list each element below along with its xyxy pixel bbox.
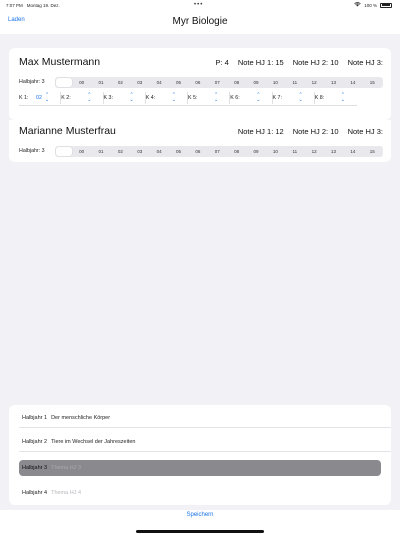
segment-option[interactable]: 15 xyxy=(369,79,375,85)
segment-selected[interactable] xyxy=(56,78,72,87)
grade-hj1: Note HJ 1: 12 xyxy=(237,127,284,136)
picker-row-hj4[interactable]: Halbjahr 4 Thema HJ 4 xyxy=(22,490,82,496)
segment-option[interactable]: 06 xyxy=(195,148,201,154)
student-name: Max Mustermann xyxy=(19,56,101,68)
competence-k8[interactable]: K 8: ⌃ ⌄ xyxy=(314,92,345,103)
competence-k5[interactable]: K 5: ⌃ ⌄ xyxy=(188,92,230,104)
student-card xyxy=(9,120,391,162)
topic-picker[interactable] xyxy=(9,405,391,505)
status-bar xyxy=(0,0,400,10)
grade-segmented-control[interactable] xyxy=(55,77,383,88)
segment-option[interactable]: 05 xyxy=(176,148,182,154)
segment-option[interactable]: 07 xyxy=(214,148,220,154)
save-button[interactable]: Speichern xyxy=(186,512,214,518)
divider xyxy=(19,427,391,428)
home-indicator[interactable] xyxy=(136,530,264,533)
grade-summary xyxy=(238,127,383,136)
battery-percent: 100 % xyxy=(364,2,377,8)
segment-option[interactable]: 10 xyxy=(272,79,278,85)
halbjahr-row xyxy=(19,145,383,157)
competence-k1[interactable]: K 1: 02 ⌃ ⌄ xyxy=(19,92,61,104)
segment-option[interactable]: 04 xyxy=(156,79,162,85)
segment-option[interactable]: 05 xyxy=(176,79,182,85)
segment-option[interactable]: 12 xyxy=(311,79,317,85)
topic-text: Tiere im Wechsel der Jahreszeiten xyxy=(51,439,136,445)
halbjahr-row xyxy=(19,76,383,88)
status-date: Montag 19. Dez. xyxy=(26,2,60,8)
picker-row-hj1[interactable]: Halbjahr 1 Der menschliche Körper xyxy=(22,415,111,421)
divider xyxy=(19,105,357,106)
segment-option[interactable]: 14 xyxy=(350,79,356,85)
stepper-chevron-icon[interactable]: ⌃ ⌄ xyxy=(171,92,176,103)
picker-row-hj3[interactable]: Halbjahr 3 Thema HJ 3 xyxy=(19,460,381,476)
student-list xyxy=(0,34,400,390)
status-time: 7:07 PM xyxy=(6,2,23,8)
segment-option[interactable]: 09 xyxy=(253,148,259,154)
competence-k3[interactable]: K 3: ⌃ ⌄ xyxy=(104,92,146,104)
topic-placeholder: Thema HJ 3 xyxy=(51,465,82,471)
stepper-chevron-icon[interactable]: ⌃ ⌄ xyxy=(129,92,134,103)
competence-k2[interactable]: K 2: ⌃ ⌄ xyxy=(61,92,103,104)
stepper-chevron-icon[interactable]: ⌃ ⌄ xyxy=(298,92,303,103)
grade-hj3: Note HJ 3: xyxy=(347,127,383,136)
segment-option[interactable]: 15 xyxy=(369,148,375,154)
halbjahr-label: Halbjahr: 3 xyxy=(19,79,45,85)
stepper-chevron-icon[interactable]: ⌃ ⌄ xyxy=(45,92,50,103)
competence-row xyxy=(19,92,357,104)
student-card xyxy=(9,48,391,120)
stepper-chevron-icon[interactable]: ⌃ ⌄ xyxy=(340,92,345,103)
student-name: Marianne Musterfrau xyxy=(19,125,116,137)
grade-hj3: Note HJ 3: xyxy=(347,58,383,67)
stepper-chevron-icon[interactable]: ⌃ ⌄ xyxy=(87,92,92,103)
bottom-bar xyxy=(0,510,400,534)
multitasking-dots-icon[interactable]: ••• xyxy=(194,2,204,8)
segment-option[interactable]: 08 xyxy=(234,79,240,85)
segment-option[interactable]: 13 xyxy=(331,79,337,85)
segment-option[interactable]: 04 xyxy=(156,148,162,154)
battery-icon xyxy=(380,3,392,8)
segment-option[interactable]: 13 xyxy=(331,148,337,154)
topic-picker-area xyxy=(0,390,400,510)
segment-option[interactable]: 10 xyxy=(272,148,278,154)
divider xyxy=(19,451,391,452)
segment-selected[interactable] xyxy=(56,147,72,156)
grade-segmented-control[interactable] xyxy=(55,146,383,157)
navigation-bar xyxy=(0,10,400,34)
segment-option[interactable]: 01 xyxy=(98,148,104,154)
grade-hj2: Note HJ 2: 10 xyxy=(292,127,339,136)
grade-hj1: Note HJ 1: 15 xyxy=(237,58,284,67)
competence-k7[interactable]: K 7: ⌃ ⌄ xyxy=(273,92,315,104)
segment-option[interactable]: 11 xyxy=(292,148,298,154)
page-title: Myr Biologie xyxy=(172,16,228,27)
segment-option[interactable]: 02 xyxy=(117,148,123,154)
competence-value: 02 xyxy=(36,95,42,101)
segment-option[interactable]: 09 xyxy=(253,79,259,85)
segment-option[interactable]: 08 xyxy=(234,148,240,154)
segment-option[interactable]: 12 xyxy=(311,148,317,154)
segment-option[interactable]: 11 xyxy=(292,79,298,85)
wifi-icon xyxy=(354,2,361,8)
stepper-chevron-icon[interactable]: ⌃ ⌄ xyxy=(214,92,219,103)
topic-text: Der menschliche Körper xyxy=(51,415,111,421)
segment-option[interactable]: 01 xyxy=(98,79,104,85)
halbjahr-label: Halbjahr: 3 xyxy=(19,148,45,154)
points-label: P: 4 xyxy=(215,58,229,67)
segment-option[interactable]: 00 xyxy=(79,148,85,154)
segment-option[interactable]: 00 xyxy=(79,79,85,85)
segment-option[interactable]: 03 xyxy=(137,148,143,154)
grade-summary xyxy=(216,58,384,67)
segment-option[interactable]: 14 xyxy=(350,148,356,154)
competence-k4[interactable]: K 4: ⌃ ⌄ xyxy=(146,92,188,104)
segment-option[interactable]: 06 xyxy=(195,79,201,85)
picker-row-hj2[interactable]: Halbjahr 2 Tiere im Wechsel der Jahreszeiten xyxy=(22,439,136,445)
segment-option[interactable]: 02 xyxy=(117,79,123,85)
load-button[interactable]: Laden xyxy=(8,17,25,23)
grade-hj2: Note HJ 2: 10 xyxy=(292,58,339,67)
topic-placeholder: Thema HJ 4 xyxy=(51,490,82,496)
competence-k6[interactable]: K 6: ⌃ ⌄ xyxy=(230,92,272,104)
stepper-chevron-icon[interactable]: ⌃ ⌄ xyxy=(256,92,261,103)
segment-option[interactable]: 03 xyxy=(137,79,143,85)
segment-option[interactable]: 07 xyxy=(214,79,220,85)
